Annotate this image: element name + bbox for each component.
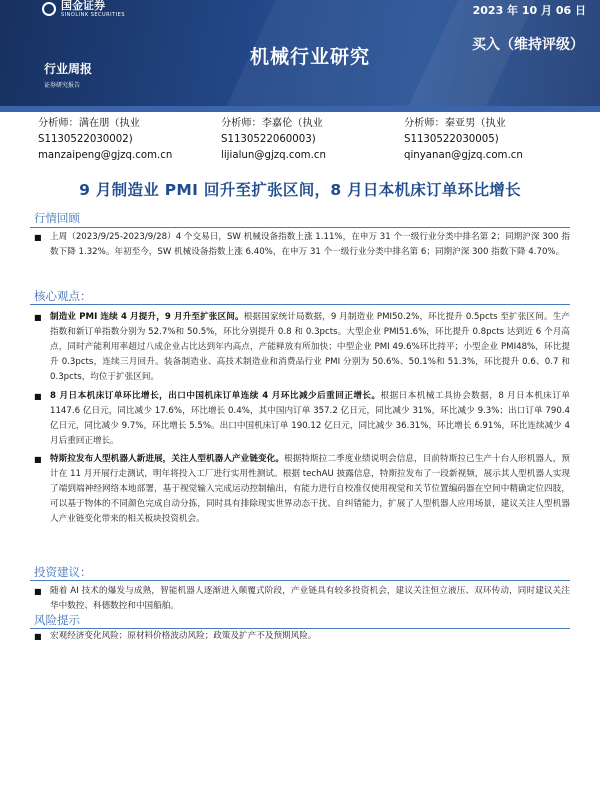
report-category: 行业周报: [44, 62, 93, 76]
analyst-cert: S1130522030005): [404, 134, 499, 145]
section-title-review: 行情回顾: [34, 211, 80, 225]
report-title: 机械行业研究: [250, 46, 371, 68]
bullet-icon: ■: [34, 392, 42, 401]
report-type: 证券研究报告: [44, 82, 81, 89]
advice-paragraph: 随着 AI 技术的爆发与成熟，智能机器人逐渐进入颠覆式阶段，产业链具有较多投资机会，建议关注恒立液压、双环传动，同时建议关注华中数控、科德数控和中国船舶。: [50, 586, 570, 611]
analyst-cert: S1130522060003): [221, 134, 316, 145]
risk-paragraph: 宏观经济变化风险；原材料价格波动风险；政策及扩产不及预期风险。: [50, 631, 317, 641]
analyst-list: [38, 116, 598, 164]
core-point-robot-body: 根据特斯拉二季度业绩说明会信息，目前特斯拉已生产十台人形机器人，预计在 11 月开展行走测试，明年将投入工厂进行实用性测试。根据 techAU 披露信息，特斯拉发布了一段新视频，展示其人型机器人实现了端到端神经网络本地部署，基于视觉输入完成运动控制输出，有能力进行自校准仅使用视觉和关节位置编码器在空间中精确定位四肢，可以基于物体的不同颜色完成自动分拣，同时具有排除现实世界动态干扰、自纠错能力，扩展了人型机器人应用场景，建议关注人型机器人产业链变化带来的相关板块投资机会。: [50, 454, 570, 524]
rating: 买入（维持评级）: [472, 37, 584, 53]
section-title-core: 核心观点：: [34, 289, 92, 303]
review-paragraph: 上周（2023/9/25-2023/9/28）4 个交易日，SW 机械设备指数上涨 1.11%，在申万 31 个一级行业分类中排名第 2；同期沪深 300 指数下降 1.32%。年初至今，SW 机械设备指数上涨 6.40%，在申万 31 个一级行业分类中排名第 6；同期沪深 300 指数下降 4.70%。: [50, 232, 570, 257]
core-point-pmi-body: 根据国家统计局数据，9 月制造业 PMI50.2%，环比提升 0.5pcts 至扩张区间。生产指数和新订单指数分别为 52.7%和 50.5%，环比分别提升 0.8 和 0.3pcts。大型企业 PMI51.6%，环比提升 0.8pcts 达到近 6 个月高点，同时产能利用率超过八成企业占比达到年内高点，产能释放有所加快；中型企业 PMI 49.6%环比持平；小型企业 PMI48%，环比提升 0.3pcts，连续三月回升。装备制造业、高技术制造业和消费品行业 PMI 分别为 50.6%、50.1%和 51.3%，环比提升 0.6、0.7 和 0.3pcts，均位于扩张区间。: [50, 312, 570, 382]
logo-name-cn: 国金证券: [61, 0, 105, 12]
analyst-name: 分析师：李嘉伦（执业: [221, 118, 323, 129]
analyst: [221, 116, 404, 164]
section-rule: [30, 580, 570, 581]
analyst: [38, 116, 221, 164]
bullet-icon: ■: [34, 632, 42, 641]
analyst-email: lijialun@gjzq.com.cn: [221, 150, 326, 161]
company-logo: [42, 0, 125, 18]
analyst-email: manzaipeng@gjzq.com.cn: [38, 150, 173, 161]
core-point-machine-tool: [50, 389, 570, 449]
analyst-cert: S1130522030002): [38, 134, 133, 145]
section-rule: [30, 304, 570, 305]
logo-name-en: SINOLINK SECURITIES: [61, 12, 125, 18]
bullet-icon: ■: [34, 233, 42, 242]
bullet-icon: ■: [34, 313, 42, 322]
core-point-machine-tool-lead: 8 月日本机床订单环比增长，出口中国机床订单连续 4 月环比减少后重回正增长。: [50, 391, 381, 401]
analyst-name: 分析师：秦亚男（执业: [404, 118, 506, 129]
report-date: 2023 年 10 月 06 日: [472, 4, 586, 17]
core-point-machine-tool-body: 根据日本机械工具协会数据，8 月日本机床订单 1147.6 亿日元，同比减少 17.6%，环比增长 0.4%，其中国内订单 357.2 亿日元，同比减少 31%，环比减少 9.3%；出口订单 790.4 亿日元，同比减少 9.7%，环比增长 5.5%。出口中国机床订单 190.12 亿日元，同比减少 36.31%，环比增长 6.91%，环比连续减少 4 月后重回正增长。: [50, 391, 571, 446]
header-strip: [0, 106, 600, 112]
headline: 9 月制造业 PMI 回升至扩张区间，8 月日本机床订单环比增长: [79, 181, 521, 199]
core-point-pmi-lead: 制造业 PMI 连续 4 月提升，9 月升至扩张区间。: [50, 312, 244, 322]
analyst-email: qinyanan@gjzq.com.cn: [404, 150, 523, 161]
core-point-robot-lead: 特斯拉发布人型机器人新进展，关注人型机器人产业链变化。: [50, 454, 285, 464]
section-title-advice: 投资建议：: [34, 565, 92, 579]
core-point-robot: [50, 452, 570, 527]
core-point-pmi: [50, 310, 570, 385]
section-rule: [30, 227, 570, 228]
bullet-icon: ■: [34, 587, 42, 596]
analyst-name: 分析师：满在朋（执业: [38, 118, 140, 129]
analyst: [404, 116, 587, 164]
report-header: [0, 0, 600, 112]
bullet-icon: ■: [34, 455, 42, 464]
logo-icon: [42, 2, 56, 16]
section-title-risk: 风险提示: [34, 613, 80, 627]
